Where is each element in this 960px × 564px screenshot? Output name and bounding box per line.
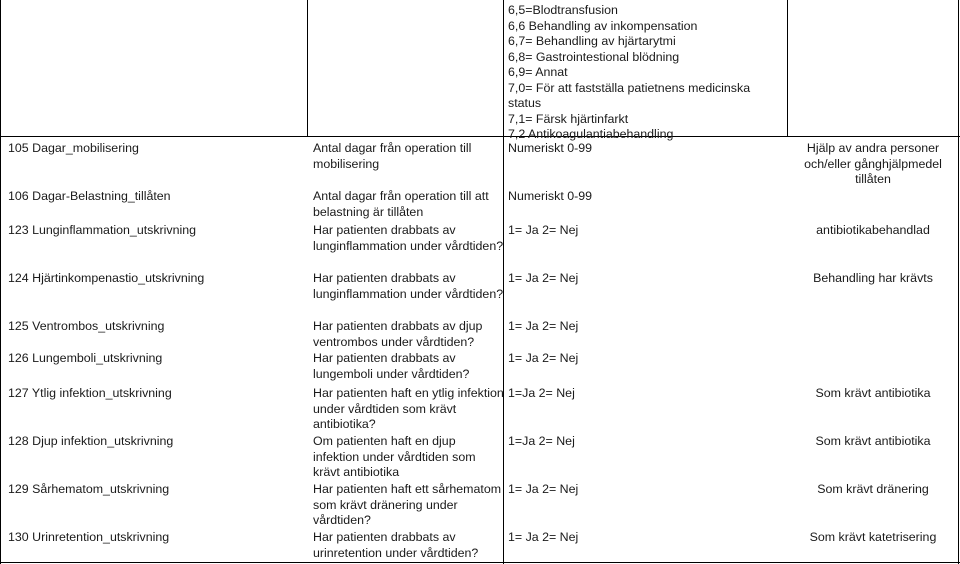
variable-values: 1= Ja 2= Nej [508,271,579,285]
variable-name: 125 Ventrombos_utskrivning [8,319,165,333]
variable-note: Som krävt dränering [817,482,929,496]
variable-description: Antal dagar från operation till att belastning är tillåten [313,189,489,219]
variable-description: Har patienten drabbats av lungemboli under vårdtiden? [313,351,470,381]
variable-name: 105 Dagar_mobilisering [8,141,139,155]
variable-name: 124 Hjärtinkompenastio_utskrivning [8,271,205,285]
code-item: 7,0= För att fastställa patietnens medicinska status [508,80,751,110]
variable-description: Har patienten drabbats av lunginflammation under vårdtiden? [313,271,504,301]
column-divider [307,0,308,136]
variable-values: 1= Ja 2= Nej [508,482,579,496]
variable-note: Som krävt antibiotika [815,386,931,400]
variable-values: Numeriskt 0-99 [508,189,593,203]
variable-description: Om patienten haft en djup infektion under vårdtiden som krävt antibiotika [313,434,476,479]
column-divider [787,0,788,136]
code-item: 7,2 Antikoagulantiabehandling [508,127,674,141]
code-item: 6,9= Annat [508,65,568,79]
code-item: 6,6 Behandling av inkompensation [508,18,698,33]
variable-name: 129 Sårhematom_utskrivning [8,482,170,496]
variable-values: 1= Ja 2= Nej [508,319,579,333]
variable-description: Antal dagar från operation till mobilisering [313,141,472,171]
variable-values: 1= Ja 2= Nej [508,351,579,365]
variable-description: Har patienten drabbats av djup ventrombos under vårdtiden? [313,319,483,349]
code-item: 6,8= Gastrointestional blödning [508,49,680,64]
variable-note: antibiotikabehandlad [816,223,930,237]
variable-description: Har patienten drabbats av urinretention under vårdtiden? [313,530,479,560]
variable-note: Som krävt katetrisering [809,530,937,544]
column-divider [958,0,959,564]
code-item: 7,1= Färsk hjärtinfarkt [508,111,629,126]
variable-description: Har patienten haft en ytlig infektion under vårdtiden som krävt antibiotika? [313,386,504,431]
variable-values: 1= Ja 2= Nej [508,223,579,237]
row-divider [0,136,960,137]
variable-note: Hjälp av andra personer och/eller gånghjälpmedel tillåten [804,141,942,186]
variable-name: 106 Dagar-Belastning_tillåten [8,189,171,203]
column-divider [0,0,1,564]
code-list [508,3,786,143]
variable-name: 128 Djup infektion_utskrivning [8,434,174,448]
code-item: 6,7= Behandling av hjärtarytmi [508,34,676,48]
variable-values: Numeriskt 0-99 [508,141,593,155]
variable-name: 127 Ytlig infektion_utskrivning [8,386,172,400]
variable-values: 1= Ja 2= Nej [508,530,579,544]
row-divider [0,562,960,563]
variable-values: 1=Ja 2= Nej [508,434,575,448]
variable-description: Har patienten haft ett sårhematom som krävt dränering under vårdtiden? [313,482,502,527]
variable-values: 1=Ja 2= Nej [508,386,575,400]
variable-name: 126 Lungemboli_utskrivning [8,351,163,365]
variable-name: 130 Urinretention_utskrivning [8,530,170,544]
variable-name: 123 Lunginflammation_utskrivning [8,223,197,237]
code-item: 6,5=Blodtransfusion [508,3,618,17]
variable-note: Behandling har krävts [813,271,933,285]
variable-note: Som krävt antibiotika [815,434,931,448]
variable-description: Har patienten drabbats av lunginflammation under vårdtiden? [313,223,504,253]
